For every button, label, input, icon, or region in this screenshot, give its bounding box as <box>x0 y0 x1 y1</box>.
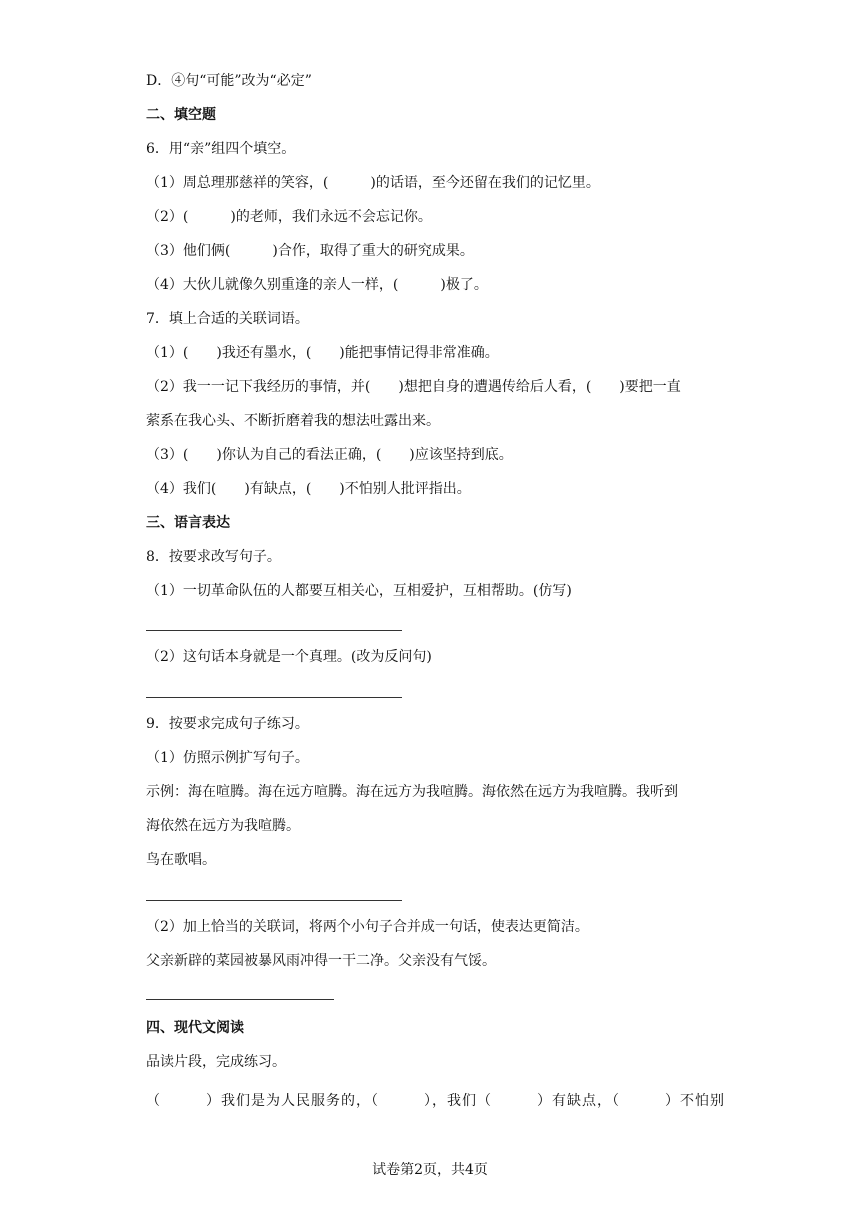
question-7: 7．填上合适的关联词语。 <box>146 311 309 327</box>
answer-line[interactable] <box>146 900 402 901</box>
reading-passage-line: （ ）我们是为人民服务的，（ ），我们（ ）有缺点，（ ）不怕别 <box>146 1093 725 1109</box>
q8-item-2: （2）这句话本身就是一个真理。(改为反问句) <box>146 649 432 665</box>
q6-item-1: （1）周总理那慈祥的笑容，( )的话语，至今还留在我们的记忆里。 <box>146 175 600 191</box>
q9-prompt: 鸟在歌唱。 <box>146 852 216 868</box>
q7-item-3: （3）( )你认为自己的看法正确，( )应该坚持到底。 <box>146 447 513 463</box>
example-line-2: 海依然在远方为我喧腾。 <box>146 818 300 834</box>
q6-item-4: （4）大伙儿就像久别重逢的亲人一样，( )极了。 <box>146 277 488 293</box>
question-9: 9．按要求完成句子练习。 <box>146 716 309 732</box>
q9-item-2: （2）加上恰当的关联词，将两个小句子合并成一句话，使表达更简洁。 <box>146 919 589 935</box>
example-line-1: 示例：海在喧腾。海在远方喧腾。海在远方为我喧腾。海依然在远方为我喧腾。我听到 <box>146 784 678 800</box>
question-6: 6．用“亲”组四个填空。 <box>146 141 296 157</box>
section-heading-reading: 四、现代文阅读 <box>146 1020 244 1036</box>
q9-item-1: （1）仿照示例扩写句子。 <box>146 750 309 766</box>
question-8: 8．按要求改写句子。 <box>146 549 281 565</box>
option-d: D．④句“可能”改为“必定” <box>146 73 312 89</box>
answer-line[interactable] <box>146 697 402 698</box>
q7-item-2-line-2: 萦系在我心头、不断折磨着我的想法吐露出来。 <box>146 413 440 429</box>
section-heading-language-expression: 三、语言表达 <box>146 515 230 531</box>
q6-item-3: （3）他们俩( )合作，取得了重大的研究成果。 <box>146 243 474 259</box>
q9-sentences: 父亲新辟的菜园被暴风雨冲得一干二净。父亲没有气馁。 <box>146 953 496 969</box>
reading-instruction: 品读片段，完成练习。 <box>146 1054 286 1070</box>
q7-item-1: （1）( )我还有墨水，( )能把事情记得非常准确。 <box>146 345 499 361</box>
q7-item-4: （4）我们( )有缺点，( )不怕别人批评指出。 <box>146 481 471 497</box>
answer-line[interactable] <box>146 999 334 1000</box>
q7-item-2-line-1: （2）我一一记下我经历的事情，并( )想把自身的遭遇传给后人看，( )要把一直 <box>146 379 681 395</box>
answer-line[interactable] <box>146 630 402 631</box>
section-heading-fill-blank: 二、填空题 <box>146 107 216 123</box>
q8-item-1: （1）一切革命队伍的人都要互相关心，互相爱护，互相帮助。(仿写) <box>146 583 572 599</box>
q6-item-2: （2）( )的老师，我们永远不会忘记你。 <box>146 209 432 225</box>
page-footer: 试卷第2页，共4页 <box>372 1162 488 1178</box>
